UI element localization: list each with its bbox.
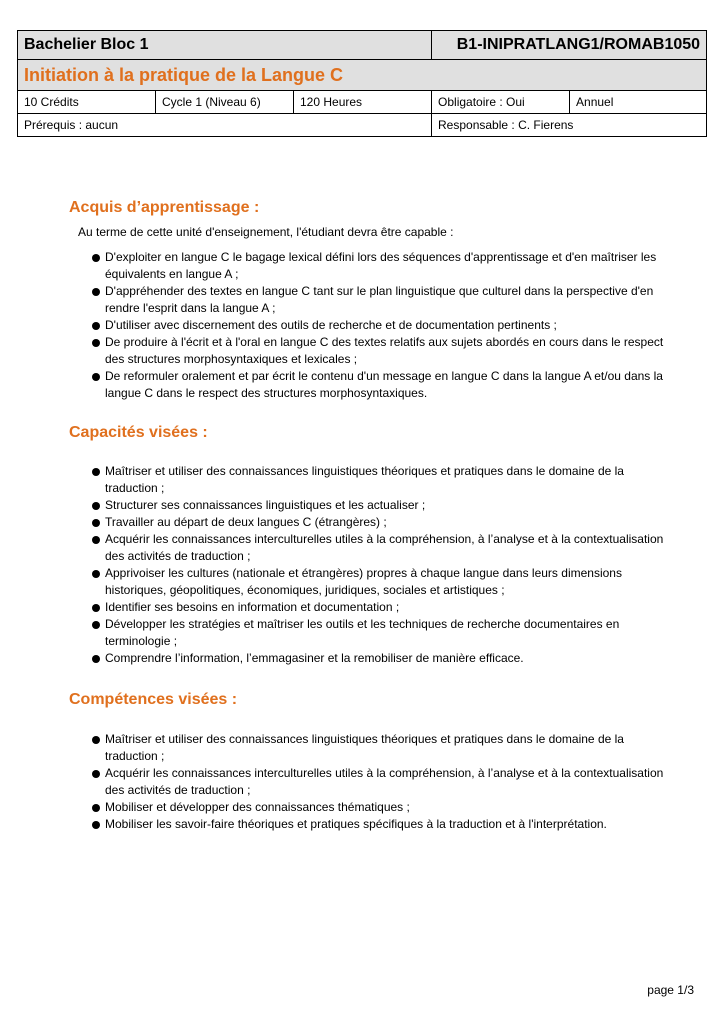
list-item: De produire à l'écrit et à l'oral en langue C des textes relatifs aux sujets abordés en cours dans le respect des structures morphosyntaxiques et lexicales ; (69, 334, 669, 368)
section-acquis (69, 198, 669, 241)
bullet-icon (92, 519, 100, 527)
list-item: Apprivoiser les cultures (nationale et étrangères) propres à chaque langue dans leurs dimensions historiques, géopolitiques, économiques, juridiques, sociales et artistiques ; (69, 565, 669, 599)
responsible-cell: Responsable : C. Fierens (432, 114, 707, 137)
bullet-icon (92, 536, 100, 544)
list-item: D'utiliser avec discernement des outils de recherche et de documentation pertinents ; (69, 317, 669, 334)
bullet-icon (92, 570, 100, 578)
bullet-icon (92, 821, 100, 829)
course-code: B1-INIPRATLANG1/ROMAB1050 (432, 31, 707, 60)
hours-cell: 120 Heures (294, 91, 432, 114)
list-item: Maîtriser et utiliser des connaissances linguistiques théoriques et pratiques dans le domaine de la traduction ; (69, 731, 669, 765)
list-item: Structurer ses connaissances linguistiques et les actualiser ; (69, 497, 669, 514)
list-item: Maîtriser et utiliser des connaissances linguistiques théoriques et pratiques dans le domaine de la traduction ; (69, 463, 669, 497)
list-item: D'appréhender des textes en langue C tant sur le plan linguistique que culturel dans la perspective d'en rendre l'esprit dans la langue A ; (69, 283, 669, 317)
bullet-icon (92, 468, 100, 476)
course-header-table (17, 30, 707, 137)
list-item: D'exploiter en langue C le bagage lexical défini lors des séquences d'apprentissage et d'en maîtriser les équivalents en langue A ; (69, 249, 669, 283)
bullet-icon (92, 736, 100, 744)
capacites-title: Capacités visées : (69, 424, 208, 441)
competences-title: Compétences visées : (69, 691, 238, 708)
page-number: page 1/3 (647, 983, 694, 997)
bullet-icon (92, 373, 100, 381)
cycle-cell: Cycle 1 (Niveau 6) (156, 91, 294, 114)
bullet-icon (92, 655, 100, 663)
list-item: Comprendre l’information, l’emmagasiner et la remobiliser de manière efficace. (69, 650, 669, 667)
bullet-icon (92, 804, 100, 812)
bullet-icon (92, 322, 100, 330)
bullet-icon (92, 254, 100, 262)
list-item: Mobiliser et développer des connaissances thématiques ; (69, 799, 669, 816)
acquis-intro: Au terme de cette unité d'enseignement, l'étudiant devra être capable : (78, 225, 454, 239)
bullet-icon (92, 770, 100, 778)
capacites-list (69, 463, 669, 667)
section-competences (69, 690, 669, 710)
prerequisites-cell: Prérequis : aucun (18, 114, 432, 137)
bullet-icon (92, 339, 100, 347)
mandatory-cell: Obligatoire : Oui (432, 91, 570, 114)
bullet-icon (92, 621, 100, 629)
section-capacites (69, 423, 669, 443)
list-item: Acquérir les connaissances interculturelles utiles à la compréhension, à l’analyse et à la contextualisation des activités de traduction ; (69, 765, 669, 799)
credits-cell: 10 Crédits (18, 91, 156, 114)
period-cell: Annuel (570, 91, 707, 114)
bullet-icon (92, 502, 100, 510)
list-item: Travailler au départ de deux langues C (étrangères) ; (69, 514, 669, 531)
list-item: Mobiliser les savoir-faire théoriques et pratiques spécifiques à la traduction et à l'interprétation. (69, 816, 669, 833)
list-item: Acquérir les connaissances interculturelles utiles à la compréhension, à l’analyse et à la contextualisation des activités de traduction ; (69, 531, 669, 565)
acquis-title: Acquis d’apprentissage : (69, 199, 260, 216)
bloc-label: Bachelier Bloc 1 (18, 31, 432, 60)
bullet-icon (92, 604, 100, 612)
list-item: Développer les stratégies et maîtriser les outils et les techniques de recherche documentaires en terminologie ; (69, 616, 669, 650)
list-item: Identifier ses besoins en information et documentation ; (69, 599, 669, 616)
bullet-icon (92, 288, 100, 296)
course-title: Initiation à la pratique de la Langue C (18, 60, 707, 91)
acquis-list (69, 249, 669, 402)
competences-list (69, 731, 669, 833)
list-item: De reformuler oralement et par écrit le contenu d'un message en langue C dans la langue A et/ou dans la langue C dans le respect des structures morphosyntaxiques. (69, 368, 669, 402)
